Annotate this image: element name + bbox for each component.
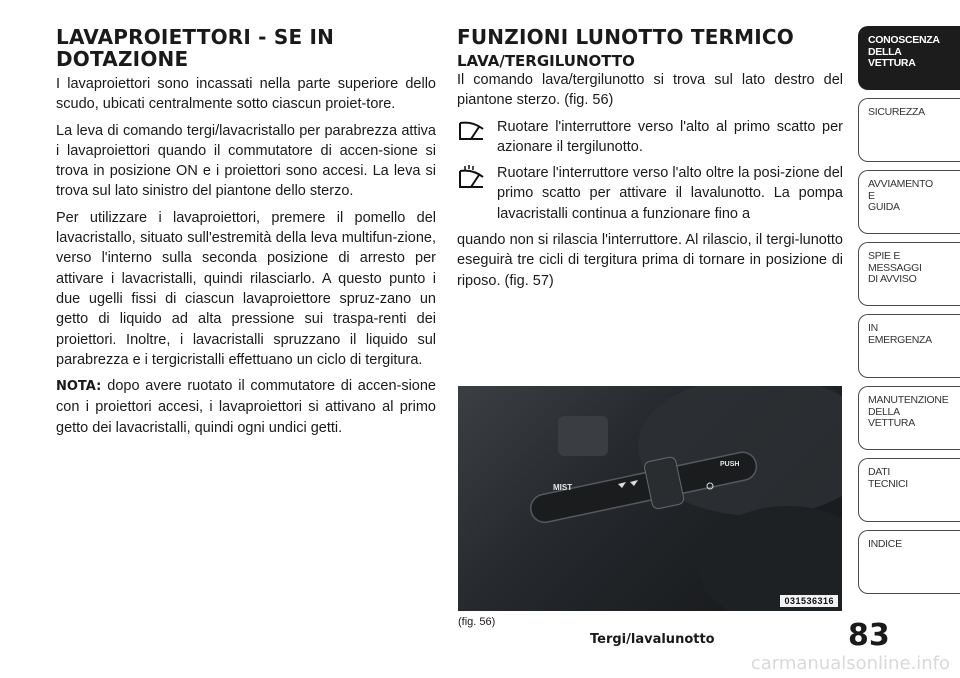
paragraph: La leva di comando tergi/lavacristallo per parabrezza attiva i lavaproiettori quando il commutatore di accen-sione si trova in posizione ON e i proiettori sono accesi. La leva si trova sul lato sinistro del piantone dello sterzo. (56, 122, 436, 200)
tab-in-emergenza[interactable]: IN EMERGENZA (858, 314, 960, 378)
instruction-wiper (457, 117, 843, 158)
paragraph: Per utilizzare i lavaproiettori, premere il pomello del lavacristallo, situato sull'estremità della leva multifun-zione, verso l'interno sulla seconda posizione di arresto per attivare i lavacristalli, quindi rilasciarlo. A questo punto i due ugelli fissi di ciascun lavaproiettore spruz-zano un getto di liquido ad alta pressione sui traspa-renti dei proiettori. Inoltre, i lavacristalli spruzzano il liquido sul parabrezza e i tergicristalli effettuano un ciclo di tergitura. (56, 209, 436, 368)
rear-wiper-icon (457, 117, 497, 158)
subsection-title: LAVA/TERGILUNOTTO (457, 52, 635, 70)
note-label: NOTA: (56, 379, 102, 395)
instruction-text: Ruotare l'interruttore verso l'alto oltre la posi-zione del primo scatto per attivare il lavalunotto. La pompa lavacristalli continua a funzionare fino a (497, 165, 843, 222)
left-column (56, 26, 436, 444)
figure-caption: (fig. 56) (458, 616, 496, 628)
note-text: dopo avere ruotato il commutatore di accen-sione con i proiettori accesi, i lavaproiettori si attivano al primo getto dei lavacristalli, quindi ogni undici getti. (56, 378, 436, 436)
instruction-washer (457, 163, 843, 224)
paragraph: I lavaproiettori sono incassati nella parte superiore dello scudo, ubicati centralmente sotto ciascun proiet-tore. (56, 76, 436, 113)
note-paragraph (56, 376, 436, 438)
tab-dati-tecnici[interactable]: DATI TECNICI (858, 458, 960, 522)
paragraph-continued: quando non si rilascia l'interruttore. Al rilascio, il tergi-lunotto eseguirà tre cicli di tergitura prima di tornare in posizione di riposo. (fig. 57) (457, 232, 843, 289)
watermark: carmanualsonline.info (750, 653, 950, 674)
stalk-label-mist: MIST (553, 483, 573, 492)
footer-section-label: Tergi/lavalunotto (590, 632, 715, 647)
page-number: 83 (848, 618, 890, 653)
instruction-text: Ruotare l'interruttore verso l'alto al primo scatto per azionare il tergilunotto. (497, 118, 843, 155)
tab-spie-e-messaggi[interactable]: SPIE E MESSAGGI DI AVVISO (858, 242, 960, 306)
tab-indice[interactable]: INDICE (858, 530, 960, 594)
tab-sicurezza[interactable]: SICUREZZA (858, 98, 960, 162)
paragraph: Il comando lava/tergilunotto si trova sul lato destro del piantone sterzo. (fig. 56) (457, 72, 843, 109)
section-title-rear-window: FUNZIONI LUNOTTO TERMICO (457, 25, 794, 49)
tab-avviamento-e-guida[interactable]: AVVIAMENTO E GUIDA (858, 170, 960, 234)
figure-code: 031536316 (780, 595, 838, 607)
tab-conoscenza-della-vettura[interactable]: CONOSCENZA DELLA VETTURA (858, 26, 960, 90)
rear-washer-icon (457, 163, 497, 224)
chapter-tabs (858, 26, 960, 602)
stalk-label-push: PUSH (720, 461, 740, 468)
section-title-headlamp-washers: LAVAPROIETTORI - SE IN DOTAZIONE (56, 25, 335, 71)
figure-photo-wiper-stalk (458, 386, 842, 611)
stalk-illustration (458, 386, 842, 611)
right-column (457, 26, 843, 297)
tab-manutenzione[interactable]: MANUTENZIONE DELLA VETTURA (858, 386, 960, 450)
